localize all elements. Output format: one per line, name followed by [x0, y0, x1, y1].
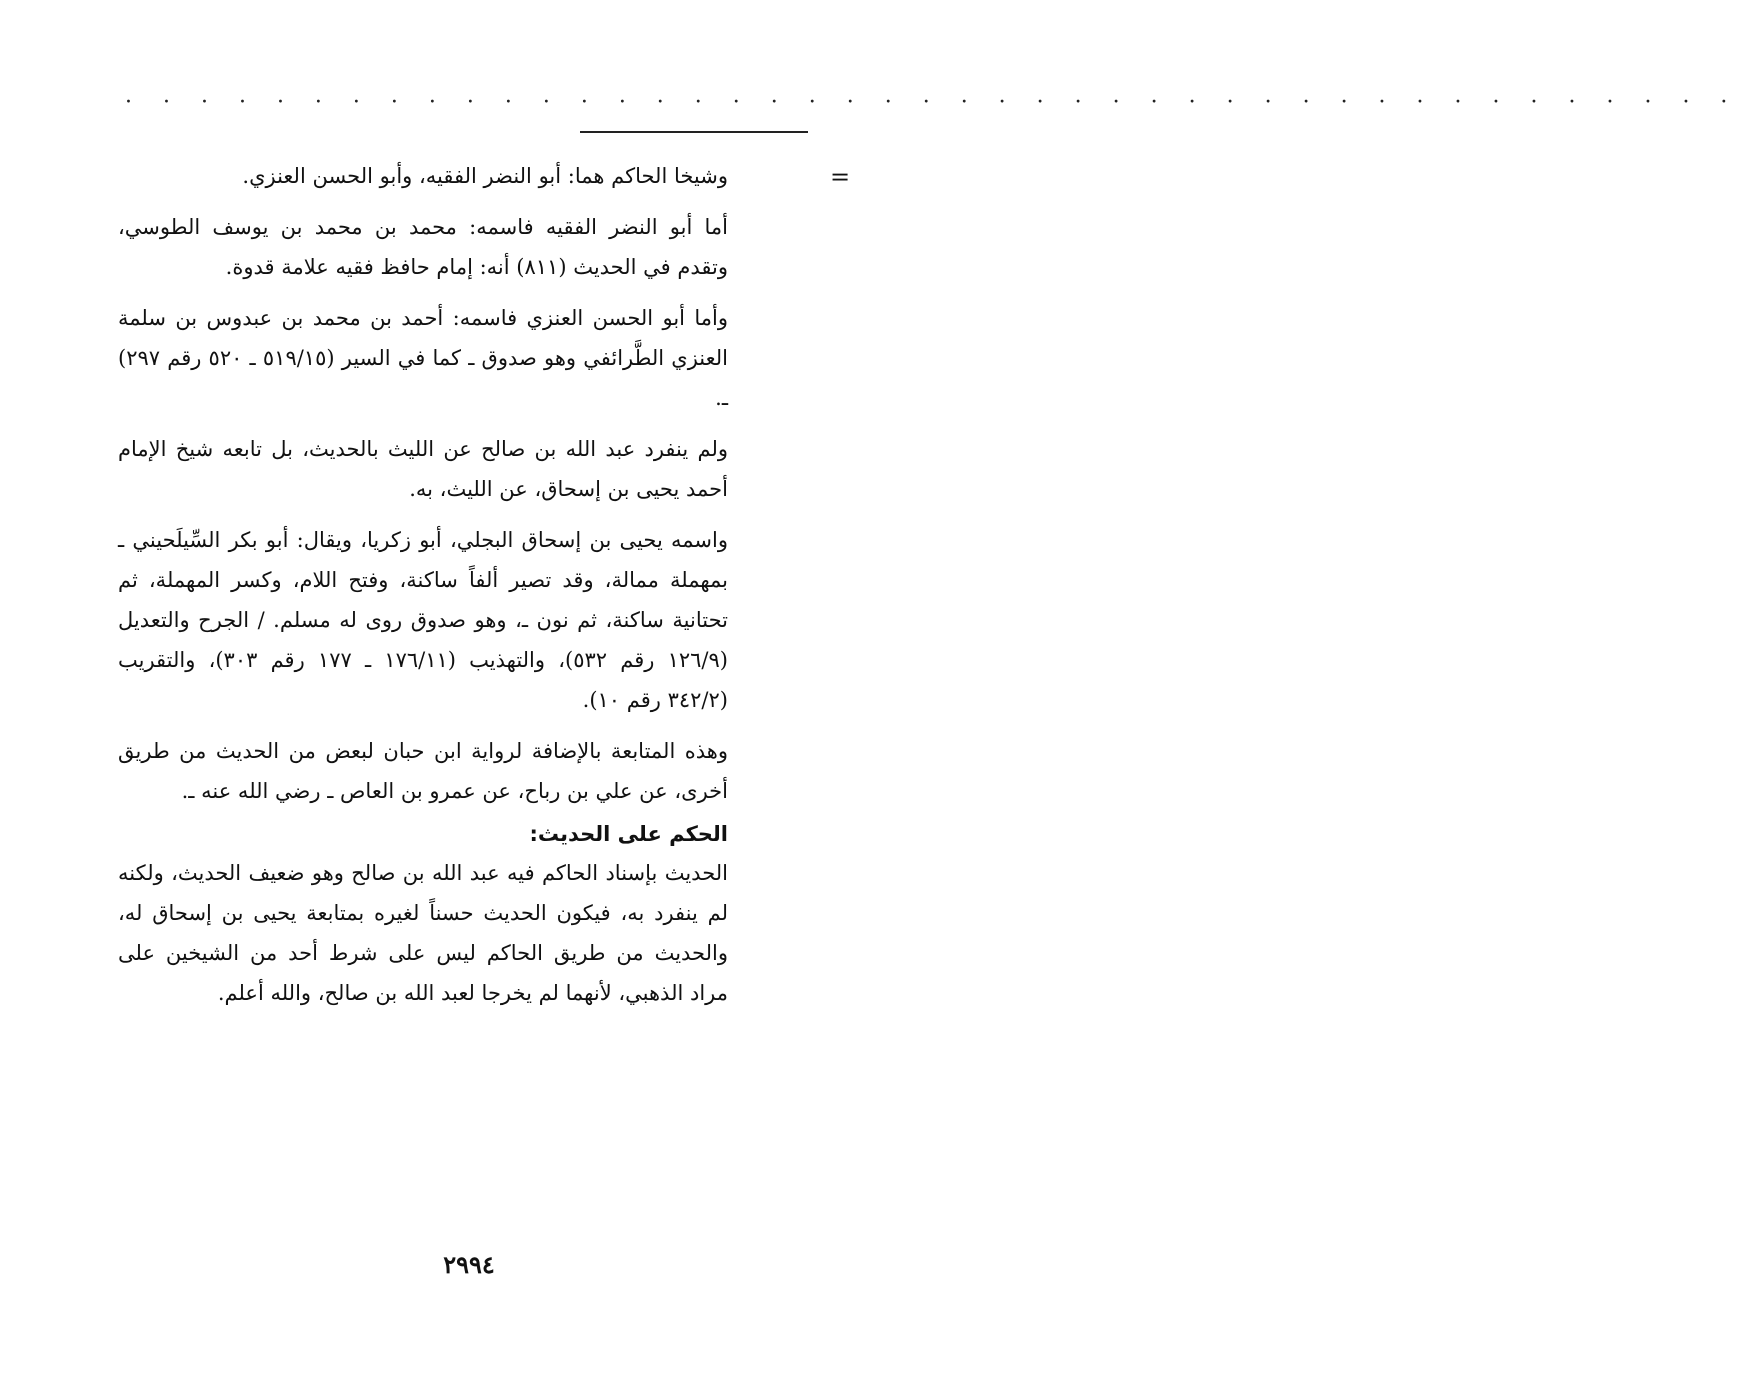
page-number: ٢٩٩٤: [443, 1250, 495, 1279]
section-heading: الحكم على الحديث:: [529, 822, 728, 846]
paragraph-mutaba: ولم ينفرد عبد الله بن صالح عن الليث بالحديث، بل تابعه شيخ الإمام أحمد يحيى بن إسحاق، عن الليث، به.: [118, 437, 728, 501]
paragraph-abu-nadr: أما أبو النضر الفقيه فاسمه: محمد بن محمد بن يوسف الطوسي، وتقدم في الحديث (٨١١) أنه: إمام حافظ فقيه علامة قدوة.: [118, 215, 728, 279]
paragraph-abu-hasan: وأما أبو الحسن العنزي فاسمه: أحمد بن محمد بن عبدوس بن سلمة العنزي الطَّرائفي وهو صدوق ـ كما في السير (٥١٩/١٥ ـ ٥٢٠ رقم ٢٩٧) ـ.: [118, 306, 728, 410]
dotted-separator: · · · · · · · · · · · · · · · · · · · · · · · · · · · · · · · · · · · · · · · · · · ·: [125, 90, 1739, 115]
footnote-rule: [580, 131, 808, 133]
paragraph-verdict: الحديث بإسناد الحاكم فيه عبد الله بن صالح وهو ضعيف الحديث، ولكنه لم ينفرد به، فيكون الحديث حسناً لغيره بمتابعة يحيى بن إسحاق له، والحديث من طريق الحاكم ليس على شرط أحد من الشيخين على مراد الذهبي، لأنهما لم يخرجا لعبد الله بن صالح، والله أعلم.: [118, 861, 728, 1005]
paragraph-yahya: واسمه يحيى بن إسحاق البجلي، أبو زكريا، ويقال: أبو بكر السِّيلَحيني ـ بمهملة ممالة، وقد تصير ألفاً ساكنة، وفتح اللام، وكسر المهملة، ثم تحتانية ساكنة، ثم نون ـ، وهو صدوق روى له مسلم. / الجرح والتعديل (١٢٦/٩ رقم ٥٣٢)، والتهذيب (١٧٦/١١ ـ ١٧٧ رقم ٣٠٣)، والتقريب (٣٤٢/٢ رقم ١٠).: [118, 528, 728, 712]
paragraph-sheikhs: وشيخا الحاكم هما: أبو النضر الفقيه، وأبو الحسن العنزي.: [242, 164, 728, 188]
margin-mark: =: [830, 163, 851, 191]
paragraph-ibn-hibban: وهذه المتابعة بالإضافة لرواية ابن حبان لبعض من الحديث من طريق أخرى، عن علي بن رباح، عن عمرو بن العاص ـ رضي الله عنه ـ.: [118, 739, 728, 803]
main-text: [118, 156, 728, 1024]
